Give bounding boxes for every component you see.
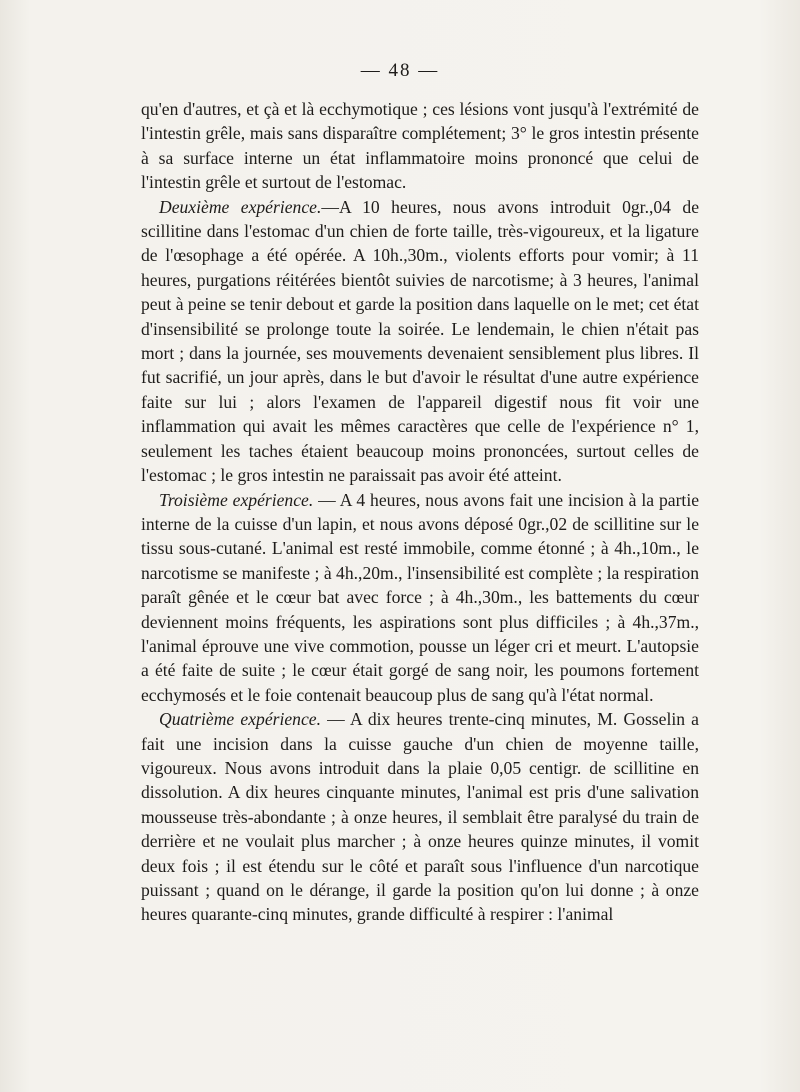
paragraph-experiment-2 bbox=[141, 195, 699, 488]
paragraph-text: — A dix heures trente-cinq minutes, M. Gosselin a fait une incision dans la cuisse gauche d'un chien de moyenne taille, vigoureux. Nous avons introduit dans la plaie 0,05 centigr. de scillitine en dissolution. A dix heures cinquante minutes, l'animal est pris d'une salivation mousseuse très-abondante ; à onze heures, il semblait être paralysé du train de derrière et ne voulait plus marcher ; à onze heures quinze minutes, il vomit deux fois ; il est étendu sur le côté et paraît sous l'influence d'un narcotique puissant ; quand on le dérange, il garde la position qu'on lui donne ; à onze heures quarante-cinq minutes, grande difficulté à respirer : l'animal bbox=[141, 709, 699, 925]
paragraph-heading: Quatrième expérience. bbox=[159, 709, 321, 730]
paragraph-continuation bbox=[141, 97, 699, 195]
page-number: — 48 — bbox=[360, 60, 440, 81]
paragraph-heading: Deuxième expérience. bbox=[159, 196, 322, 217]
paragraph-experiment-3 bbox=[141, 488, 699, 708]
body-text bbox=[141, 97, 699, 927]
paragraph-text: —A 10 heures, nous avons introduit 0gr.,04 de scillitine dans l'estomac d'un chien de forte taille, très-vigoureux, et la ligature de l'œsophage a été opérée. A 10h.,30m., violents efforts pour vomir; à 11 heures, purgations réitérées bientôt suivies de narcotisme; à 3 heures, l'animal peut à peine se tenir debout et garde la position dans laquelle on le met; cet état d'insensibilité se prolonge toute la soirée. Le lendemain, le chien n'était pas mort ; dans la journée, ses mouvements devenaient sensiblement plus libres. Il fut sacrifié, un jour après, dans le but d'avoir le résultat d'une autre expérience faite sur lui ; alors l'examen de l'appareil digestif nous fit voir une inflammation qui avait les mêmes caractères que celle de l'expérience n° 1, seulement les taches étaient beaucoup moins prononcées, surtout celles de l'estomac ; le gros intestin ne paraissait pas avoir été atteint. bbox=[141, 196, 700, 486]
paragraph-text: qu'en d'autres, et çà et là ecchymotique ; ces lésions vont jusqu'à l'extrémité de l'intestin grêle, mais sans disparaître complétement; 3° le gros intestin présente à sa surface interne un état inflammatoire moins prononcé que celui de l'intestin grêle et surtout de l'estomac. bbox=[141, 99, 699, 193]
paragraph-experiment-4 bbox=[141, 707, 699, 927]
paragraph-text: — A 4 heures, nous avons fait une incision à la partie interne de la cuisse d'un lapin, et nous avons déposé 0gr.,02 de scillitine sur le tissu sous-cutané. L'animal est resté immobile, comme étonné ; à 4h.,10m., le narcotisme se manifeste ; à 4h.,20m., l'insensibilité est complète ; la respiration paraît gênée et le cœur bat avec force ; à 4h.,30m., les battements du cœur deviennent moins fréquents, les aspirations sont plus difficiles ; à 4h.,37m., l'animal éprouve une vive commotion, pousse un léger cri et meurt. L'autopsie a été faite de suite ; le cœur était gorgé de sang noir, les poumons fortement ecchymosés et le foie contenait beaucoup plus de sang qu'à l'état normal. bbox=[141, 489, 700, 705]
paragraph-heading: Troisième expérience. bbox=[159, 489, 314, 510]
